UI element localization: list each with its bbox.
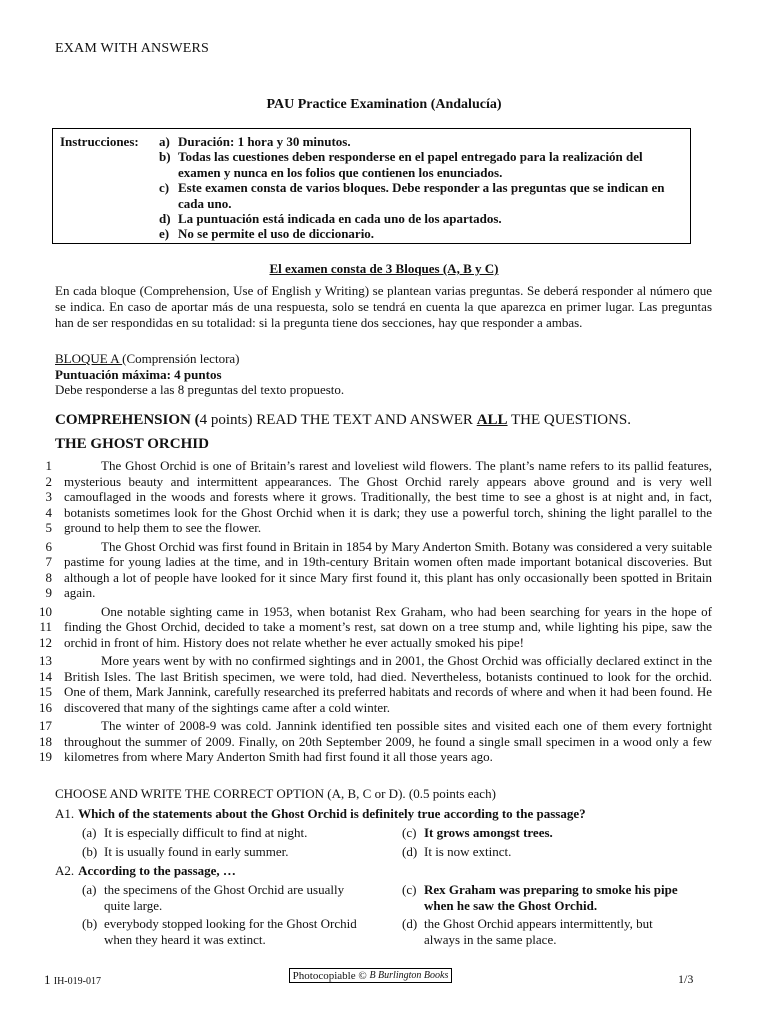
intro-paragraph: En cada bloque (Comprehension, Use of English y Writing) se plantean varias preguntas. Se deberá responder al número que se indica. En caso de aportar más de una respuesta, solo se tendrá en cuenta la que aparezca en primer lugar. Las preguntas han de ser respondidas en su totalidad: si la pregunta tiene dos secciones, hay que responder a ambas. [55,283,712,330]
option-text: everybody stopped looking for the Ghost Orchid when they heard it was extinct. [104,916,357,947]
instruction-text: Todas las cuestiones deben responderse en el papel entregado para la realización del examen y nunca en los folios que contienen los enunciados. [178,149,643,180]
option-text: It is especially difficult to find at night. [104,825,308,840]
instruction-item [159,134,679,149]
reading-paragraph [30,604,712,651]
instruction-letter: c) [159,180,170,196]
instructions-list [159,134,679,242]
bloque-note: Debe responderse a las 8 preguntas del texto propuesto. [55,382,345,397]
option-a [82,825,382,841]
option-a [82,882,372,913]
option-letter: (c) [402,882,417,897]
comprehension-text-end: THE QUESTIONS. [507,412,632,428]
option-letter: (d) [402,844,418,859]
reading-paragraph [30,653,712,715]
line-numbers: 13 14 15 16 [39,653,52,715]
photocopiable-text: Photocopiable © [292,969,367,982]
instruction-letter: a) [159,134,170,149]
question-text: According to the passage, … [78,863,236,878]
option-d [402,916,692,947]
question-number: A1. [55,806,75,821]
bloque-name: BLOQUE A [55,351,123,366]
option-letter: (c) [402,825,417,840]
instruction-item [159,149,679,180]
bloque-description: (Comprensión lectora) [122,351,240,366]
paragraph-text: The Ghost Orchid was first found in Britain in 1854 by Mary Anderton Smith. Botany was considered a very suitable pastime for young ladies at the time, and in 19th-century Britain women often made important botanical discoveries. But although a lot of people have looked for it since Mary first found it, this plant has only occasionally been spotted in Britain again. [64,538,712,600]
option-text: the specimens of the Ghost Orchid are usually quite large. [104,882,345,913]
instructions-label: Instrucciones: [60,134,139,149]
page-header: EXAM WITH ANSWERS [55,41,210,56]
exam-structure-heading: El examen consta de 3 Bloques (A, B y C) [269,261,499,276]
comprehension-all: ALL [476,412,508,428]
question-number: A2. [55,863,75,878]
option-letter: (b) [82,844,98,859]
option-text: the Ghost Orchid appears intermittently, but always in the same place. [424,916,653,947]
instruction-letter: e) [159,226,170,242]
bloque-section [55,351,344,398]
paragraph-text: One notable sighting came in 1953, when botanist Rex Graham, who had been searching for years in the hope of finding the Ghost Orchid, decided to take a moment’s rest, sat down on a tree stump and, while lighting his pipe, saw the orchid in front of him. History does not relate whether he ever actually smoked his pipe! [64,603,712,650]
instruction-item [159,211,679,226]
footer-code [44,972,101,988]
option-letter: (a) [82,882,97,897]
paragraph-text: More years went by with no confirmed sightings and in 2001, the Ghost Orchid was officially declared extinct in the British Isles. The last British specimen, we were told, had died. Nevertheless, botanists continued to look for the orchid. One of them, Mark Jannink, carefully researched its preferred habitats and records of where and when it had been found. He discovered that many of the sightings came after a cold winter. [64,653,712,715]
line-numbers: 10 11 12 [39,603,52,650]
question-a1 [55,806,586,822]
choose-instruction: CHOOSE AND WRITE THE CORRECT OPTION (A, B, C or D). (0.5 points each) [55,786,496,801]
option-d [402,844,702,860]
option-letter: (d) [402,916,418,931]
page-indicator: 1/3 [678,972,694,986]
bloque-points: Puntuación máxima: 4 puntos [55,366,222,382]
instruction-letter: d) [159,211,171,227]
instruction-text: Duración: 1 hora y 30 minutos. [178,134,351,149]
option-letter: (a) [82,825,97,840]
publisher-logo: B Burlington Books [369,970,449,981]
reading-paragraph [30,458,712,536]
photocopiable-badge [289,968,452,983]
question-a2 [55,863,236,879]
line-numbers: 17 18 19 [39,718,52,764]
option-letter: (b) [82,916,98,931]
option-text: Rex Graham was preparing to smoke his pipe when he saw the Ghost Orchid. [424,882,678,913]
question-text: Which of the statements about the Ghost Orchid is definitely true according to the passage? [78,806,586,821]
instructions-box [52,128,691,244]
line-numbers: 1 2 3 4 5 [45,458,52,535]
option-text: It grows amongst trees. [424,825,553,840]
reading-text [30,458,712,768]
option-text: It is now extinct. [424,844,512,859]
footer-page-number: 1 [44,972,51,987]
reading-paragraph [30,718,712,765]
instruction-item [159,180,679,211]
instruction-text: Este examen consta de varios bloques. Debe responder a las preguntas que se indican en cada uno. [178,180,665,211]
comprehension-text: 4 points) READ THE TEXT AND ANSWER [199,412,477,428]
option-c-correct [402,825,702,841]
reading-paragraph [30,539,712,601]
option-b [82,844,382,860]
instruction-text: No se permite el uso de diccionario. [178,226,375,242]
instruction-item [159,226,679,241]
option-text: It is usually found in early summer. [104,844,289,859]
paragraph-text: The Ghost Orchid is one of Britain’s rarest and loveliest wild flowers. The plant’s name refers to its pallid features, mysterious beauty and intermittent appearances. The Ghost Orchid rarely appears above ground and is very well camouflaged in the woods and forests where it grows. Traditionally, the best time to see a ghost is at night and, in fact, botanists sometimes look for the Ghost Orchid when it is dark; they use a powerful torch, shining the light parallel to the ground to help them to see the flower. [64,458,712,535]
comprehension-label: COMPREHENSION ( [55,412,200,428]
exam-title: PAU Practice Examination (Andalucía) [266,97,502,112]
line-numbers: 6 7 8 9 [45,538,52,600]
reading-title: THE GHOST ORCHID [55,436,209,452]
option-b [82,916,372,947]
paragraph-text: The winter of 2008-9 was cold. Jannink identified ten possible sites and visited each one of them every fortnight throughout the summer of 2009. Finally, on 20th September 2009, he found a single small specimen in a wood only a few kilometres from where Mary Anderton Smith had first found it all those years ago. [64,718,712,764]
footer-code-text: IH-019-017 [53,976,101,987]
instruction-letter: b) [159,149,171,165]
comprehension-heading [55,412,631,429]
instruction-text: La puntuación está indicada en cada uno de los apartados. [178,211,502,227]
option-c-correct [402,882,692,913]
